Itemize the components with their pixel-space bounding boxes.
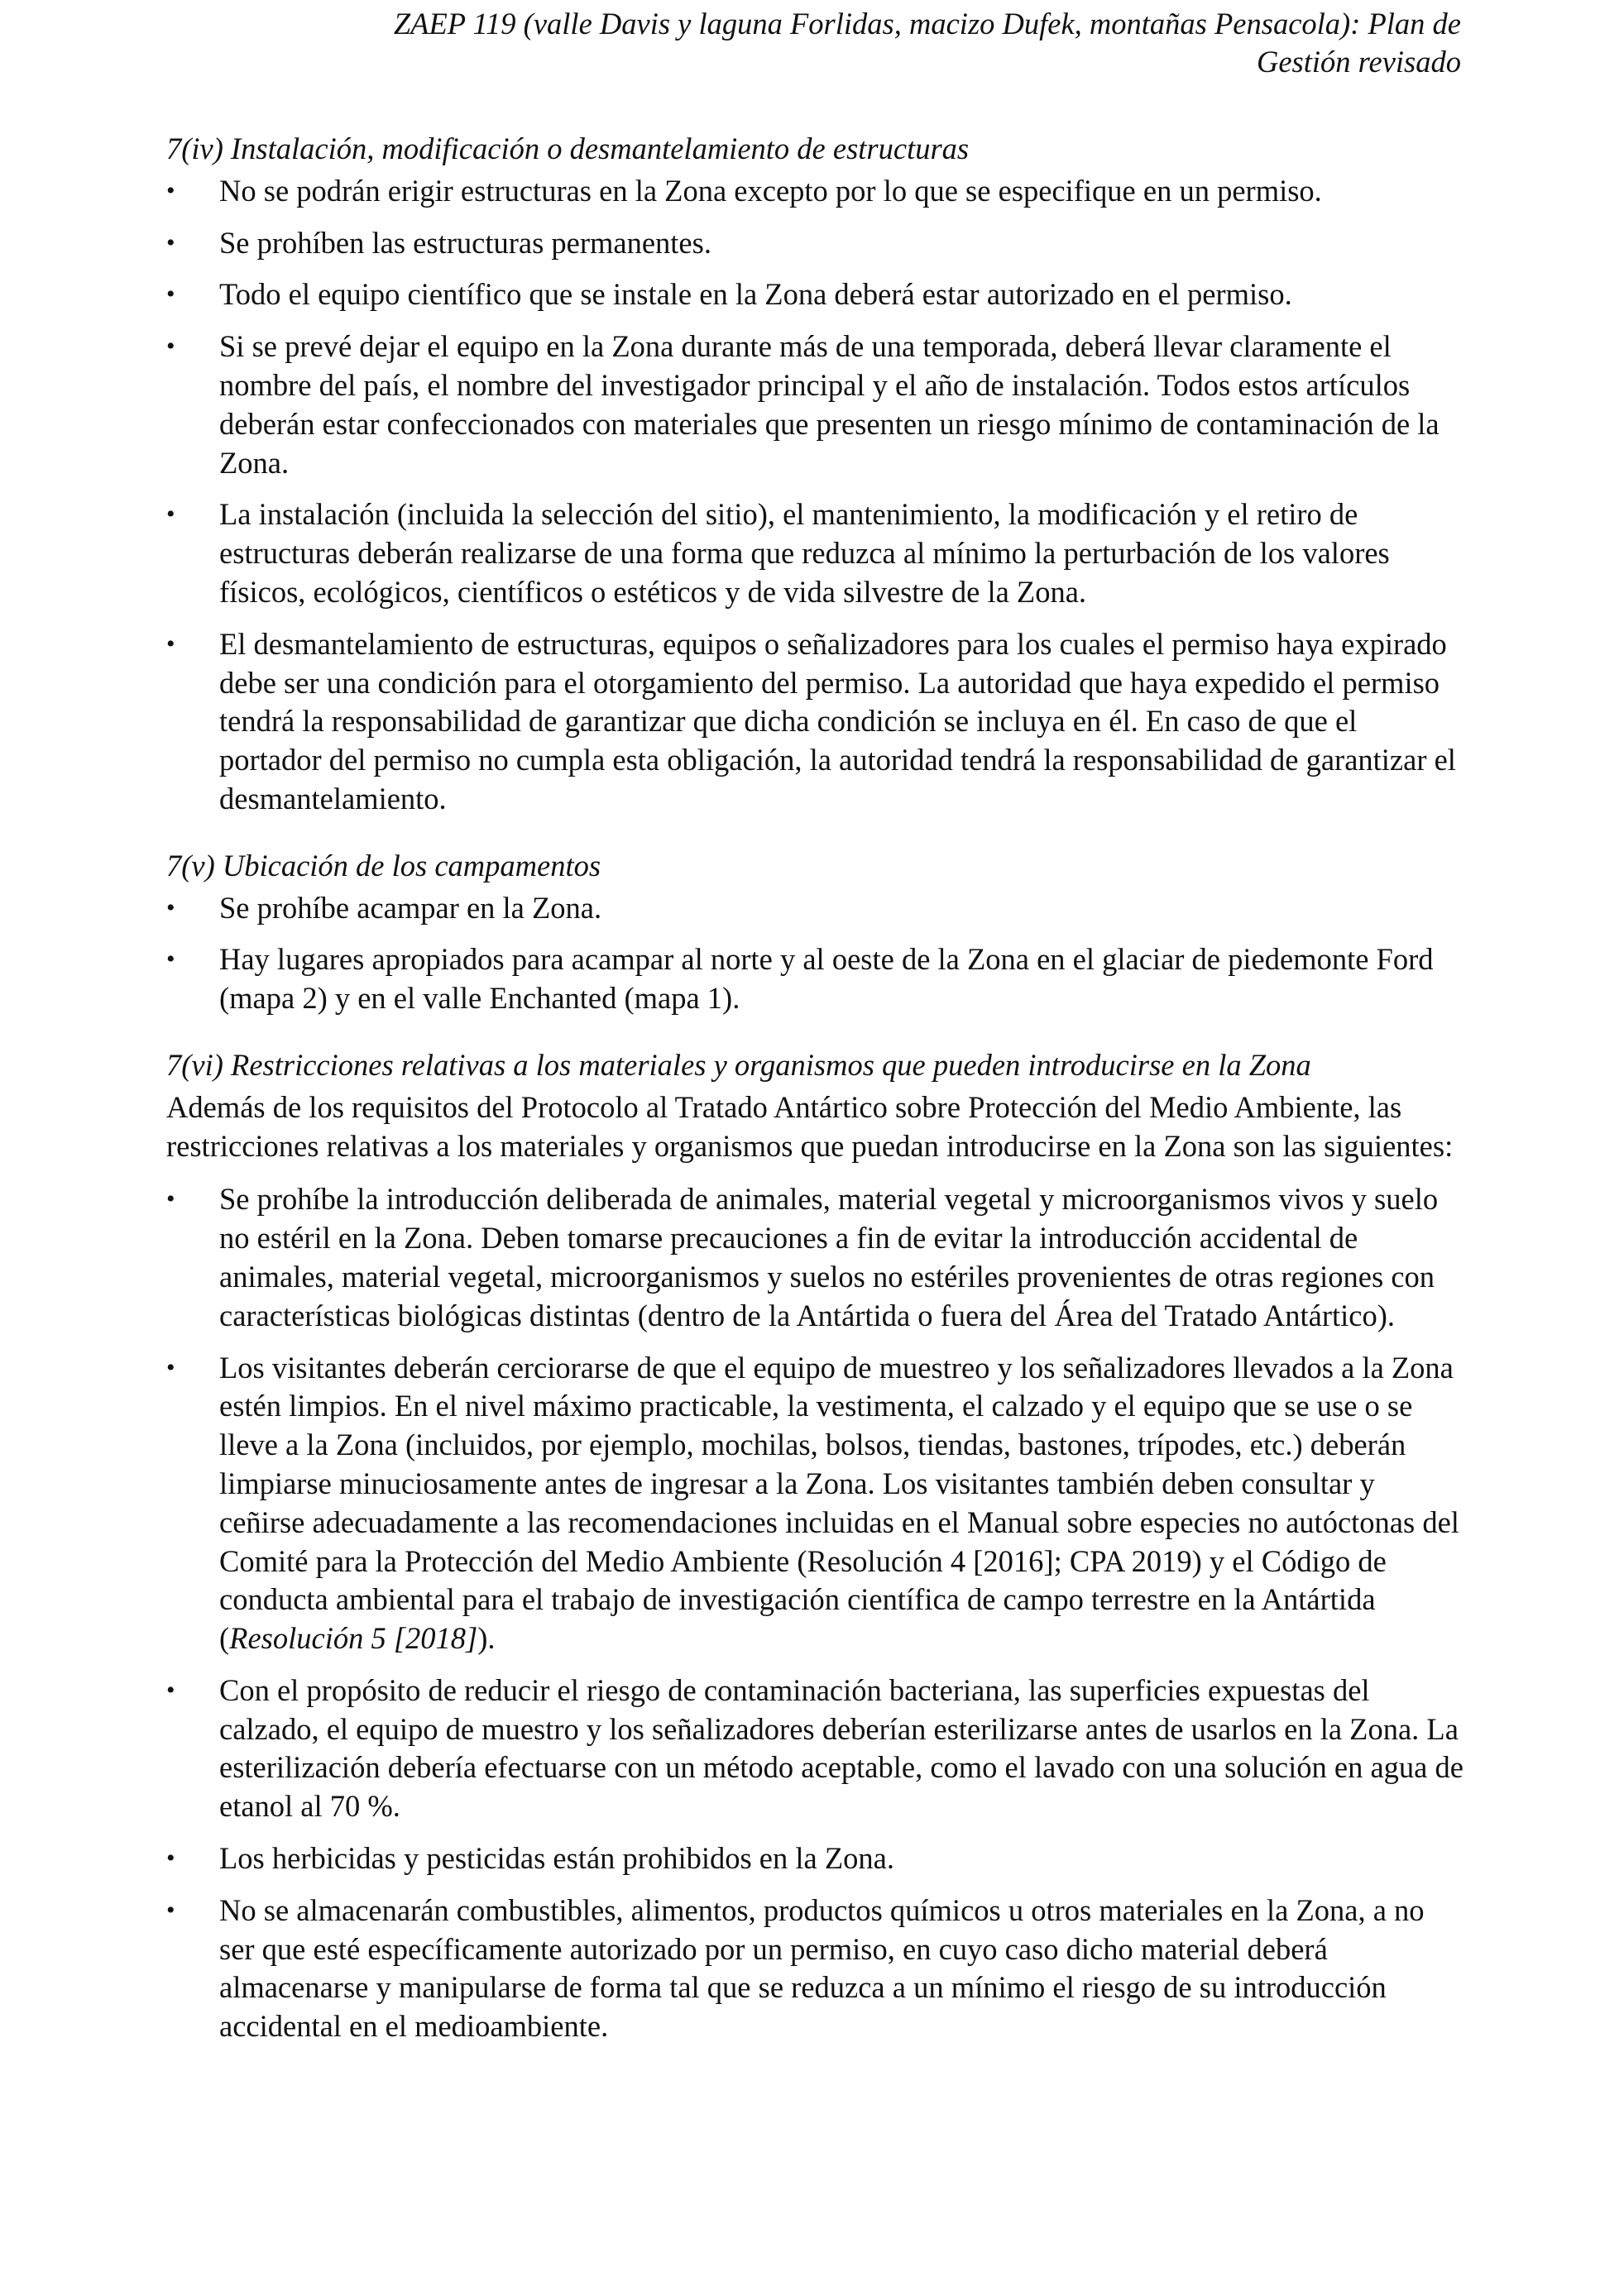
bullet-list-7v — [166, 889, 1465, 1018]
bullet-icon: • — [166, 1185, 175, 1213]
bullet-icon: • — [166, 945, 175, 973]
list-item — [166, 889, 1465, 928]
bullet-icon: • — [166, 893, 175, 921]
running-header-line-1: ZAEP 119 (valle Davis y laguna Forlidas, macizo Dufek, montañas Pensacola): Plan de — [393, 7, 1461, 41]
running-header-line-2: Gestión revisado — [1256, 45, 1461, 79]
bullet-icon: • — [166, 629, 175, 658]
list-item — [166, 495, 1465, 611]
list-item — [166, 940, 1465, 1018]
list-item-text: Si se prevé dejar el equipo en la Zona durante más de una temporada, deberá llevar claramente el nombre del país, el nombre del investigador principal y el año de instalación. Todos estos artículos deberán estar confeccionados con materiales que presenten un riesgo mínimo de contaminación de la Zona. — [219, 329, 1440, 480]
bullet-icon: • — [166, 228, 175, 256]
list-item-text-tail: ). — [477, 1621, 496, 1656]
list-item — [166, 275, 1465, 314]
bullet-icon: • — [166, 1676, 175, 1704]
running-header — [170, 5, 1461, 81]
list-item-text: Los visitantes deberán cerciorarse de que el equipo de muestreo y los señalizadores llevados a la Zona estén limpios. En el nivel máximo practicable, la vestimenta, el calzado y el equipo que se use o se lleve a la Zona (incluidos, por ejemplo, mochilas, bolsos, tiendas, bastones, trípodes, etc.) deberán limpiarse minuciosamente antes de ingresar a la Zona. Los visitantes también deben consultar y ceñirse adecuadamente a las recomendaciones incluidas en el Manual sobre especies no autóctonas del Comité para la Protección del Medio Ambiente (Resolución 4 [2016]; CPA 2019) y el Código de conducta ambiental para el trabajo de investigación científica de campo terrestre en la Antártida ( — [219, 1350, 1459, 1656]
document-body — [166, 130, 1465, 2059]
bullet-list-7vi — [166, 1180, 1465, 2046]
bullet-icon: • — [166, 500, 175, 529]
list-item — [166, 625, 1465, 819]
list-item-text: La instalación (incluida la selección del sitio), el mantenimiento, la modificación y el retiro de estructuras deberán realizarse de una forma que reduzca al mínimo la perturbación de los valores físicos, ecológicos, científicos o estéticos y de vida silvestre de la Zona. — [219, 497, 1390, 609]
bullet-icon: • — [166, 1844, 175, 1873]
list-item-text: Hay lugares apropiados para acampar al norte y al oeste de la Zona en el glaciar de piedemonte Ford (mapa 2) y en el valle Enchanted (mapa 1). — [219, 942, 1434, 1016]
section-heading-7v: 7(v) Ubicación de los campamentos — [166, 848, 601, 883]
list-item-text: Se prohíbe la introducción deliberada de animales, material vegetal y microorganismos vivos y suelo no estéril en la Zona. Deben tomarse precauciones a fin de evitar la introducción accidental de animales, material vegetal, microorganismos y suelos no estériles provenientes de otras regiones con características biológicas distintas (dentro de la Antártida o fuera del Área del Tratado Antártico). — [219, 1182, 1439, 1332]
bullet-icon: • — [166, 1353, 175, 1381]
list-item-text: Todo el equipo científico que se instale en la Zona deberá estar autorizado en el permiso. — [219, 277, 1292, 312]
resolution-reference-italic: Resolución 5 [2018] — [229, 1621, 478, 1656]
section-intro-paragraph: Además de los requisitos del Protocolo al Tratado Antártico sobre Protección del Medio Ambiente, las restricciones relativas a los materiales y organismos que puedan introducirse en la Zona son las siguientes: — [166, 1089, 1454, 1163]
bullet-icon: • — [166, 176, 175, 204]
bullet-icon: • — [166, 280, 175, 309]
list-item-text: No se almacenarán combustibles, alimentos, productos químicos u otros materiales en la Zona, a no ser que esté específicamente autorizado por un permiso, en cuyo caso dicho material deberá almacenarse y manipularse de forma tal que se reduzca a un mínimo el riesgo de su introducción accidental en el medioambiente. — [219, 1892, 1425, 2044]
list-item-text: Con el propósito de reducir el riesgo de contaminación bacteriana, las superficies expuestas del calzado, el equipo de muestro y los señalizadores deberían esterilizarse antes de usarlos en la Zona. La esterilización debería efectuarse con un método aceptable, como el lavado con una solución en agua de etanol al 70 %. — [219, 1672, 1464, 1824]
list-item — [166, 1892, 1465, 2046]
list-item — [166, 1180, 1465, 1335]
list-item — [166, 1672, 1465, 1826]
bullet-icon: • — [166, 1896, 175, 1924]
section-heading-7iv: 7(iv) Instalación, modificación o desmantelamiento de estructuras — [166, 132, 970, 165]
list-item — [166, 1349, 1465, 1658]
bullet-icon: • — [166, 332, 175, 361]
list-item — [166, 172, 1465, 211]
list-item-text: El desmantelamiento de estructuras, equipos o señalizadores para los cuales el permiso haya expirado debe ser una condición para el otorgamiento del permiso. La autoridad que haya expedido el permiso tendrá la responsabilidad de garantizar que dicha condición se incluya en él. En caso de que el portador del permiso no cumpla esta obligación, la autoridad tendrá la responsabilidad de garantizar el desmantelamiento. — [219, 626, 1456, 816]
list-item-text: No se podrán erigir estructuras en la Zona excepto por lo que se especifique en un permiso. — [219, 173, 1322, 208]
section-heading-7vi: 7(vi) Restricciones relativas a los materiales y organismos que pueden introducirse en la Zona — [166, 1047, 1311, 1082]
spacer — [166, 832, 1465, 847]
list-item — [166, 1839, 1465, 1878]
list-item — [166, 224, 1465, 263]
list-item-text: Se prohíben las estructuras permanentes. — [219, 225, 711, 260]
spacer — [166, 1031, 1465, 1046]
list-item — [166, 328, 1465, 482]
list-item-text: Los herbicidas y pesticidas están prohibidos en la Zona. — [219, 1841, 894, 1876]
list-item-text: Se prohíbe acampar en la Zona. — [219, 890, 602, 925]
bullet-list-7iv — [166, 172, 1465, 819]
